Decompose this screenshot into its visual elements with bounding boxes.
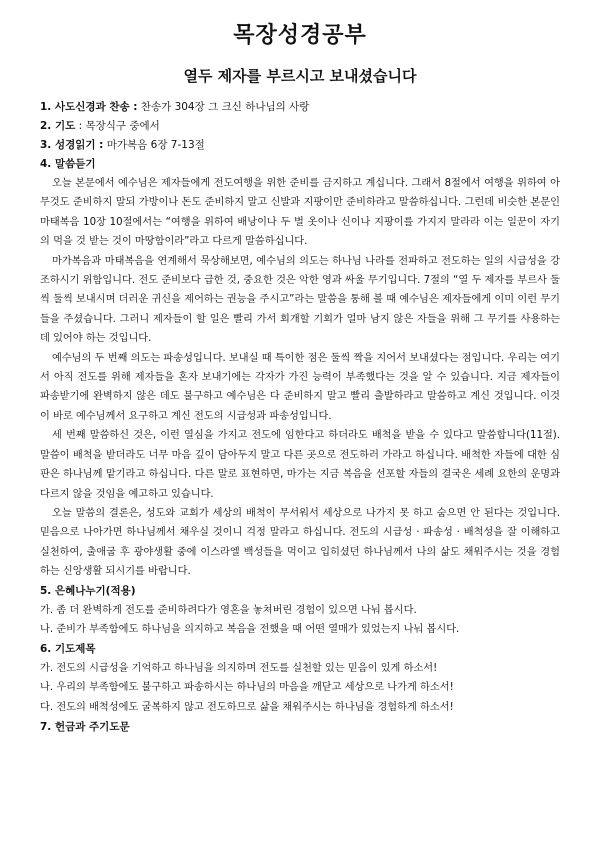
document-page: [40, 18, 560, 737]
message-paragraph: 오늘 본문에서 예수님은 제자들에게 전도여행을 위한 준비를 금지하고 계십니다. 그래서 8절에서 여행을 위하여 아무것도 준비하지 말되 가방이나 돈도 준비하지 말고 신발과 지팡이만 준비하라고 말씀하십니다. 그런데 비슷한 본문인 마태복음 10장 10절에서는 “여행을 위하여 배낭이나 두 벌 옷이나 신이나 지팡이를 가지지 말라라 이는 일꾼이 자기의 먹을 것 받는 것이 마땅함이라”라고 다르게 말씀하십니다.: [40, 178, 560, 248]
sharing-heading: 5. 은혜나누기(적용): [40, 584, 136, 597]
offering-heading: 7. 헌금과 주기도문: [40, 720, 130, 733]
document-subtitle: 열두 제자를 부르시고 보내셨습니다: [183, 67, 417, 85]
hymn-value: 찬송가 304장 그 크신 하나님의 사랑: [137, 101, 310, 113]
reading-label: 3. 성경읽기 :: [40, 139, 104, 151]
prayer-item: [40, 117, 560, 136]
hymn-item: [40, 98, 560, 117]
message-heading: 4. 말씀듣기: [40, 158, 96, 170]
hymn-label: 1. 사도신경과 찬송 :: [40, 101, 138, 113]
message-paragraph: 예수님의 두 번째 의도는 파송성입니다. 보내실 때 특이한 점은 둘씩 짝을 지어서 보내셨다는 점입니다. 우리는 여기서 아직 전도를 위해 제자들을 혼자 보내기에는 각자가 가진 능력이 부족했다는 것을 알 수 있습니다. 지금 제자들이 파송받기에 완벽하지 않은 데도 불구하고 예수님은 다 준비하지 말고 빨리 출발하라고 말씀하고 계신 것입니다. 이것이 바로 예수님께서 요구하고 계신 전도의 시급성과 파송성입니다.: [40, 352, 560, 422]
prayer-topic-line: 다. 전도의 배척성에도 굴복하지 않고 전도하므로 삶을 채워주시는 하나님을 경험하게 하소서!: [40, 701, 454, 713]
prayer-label: 2. 기도: [40, 120, 76, 132]
reading-item: [40, 136, 560, 155]
sharing-line: 가. 좀 더 완벽하게 전도를 준비하려다가 영혼을 놓쳐버린 경험이 있으면 나눠 봅시다.: [40, 604, 417, 616]
message-paragraph: 마가복음과 마태복음을 연계해서 묵상해보면, 예수님의 의도는 하나님 나라를 전파하고 전도하는 일의 시급성을 강조하시기 위함입니다. 전도 준비보다 급한 것, 중요한 것은 악한 영과 싸울 무기입니다. 7절의 “열 두 제자를 부르사 둘씩 둘씩 보내시며 더러운 귀신을 제어하는 권능을 주시고”라는 말씀을 통해 볼 때 예수님은 제자들에게 이미 이런 무기들을 주셨습니다. 그러니 제자들이 할 일은 빨리 가서 회개할 기회가 얼마 남지 않은 자들을 위해 그 무기를 사용하는 데 있어야 하는 것입니다.: [40, 255, 560, 345]
reading-value: 마가복음 6장 7-13절: [103, 139, 205, 151]
prayer-value: : 목장식구 중에서: [75, 120, 160, 132]
message-paragraph: 오늘 말씀의 결론은, 성도와 교회가 세상의 배척이 무서워서 세상으로 나가지 못 하고 숨으면 안 된다는 것입니다. 믿음으로 나아가면 하나님께서 채우실 것이니 걱정 말라고 하십니다. 전도의 시급성 · 파송성 · 배척성을 잘 이해하고 실천하여, 출애굽 후 광야생활 중에 이스라엘 백성들을 먹이고 입히셨던 하나님께서 나의 삶도 채워주시는 것을 경험하는 신앙생활 되시기를 바랍니다.: [40, 507, 560, 578]
prayer-topic-line: 가. 전도의 시급성을 기억하고 하나님을 의지하며 전도를 실천할 있는 믿음이 있게 하소서!: [40, 662, 438, 674]
prayer-topic-line: 나. 우리의 부족함에도 불구하고 파송하시는 하나님의 마음을 깨닫고 세상으로 나가게 하소서!: [40, 682, 454, 694]
sharing-line: 나. 준비가 부족함에도 하나님을 의지하고 복음을 전했을 때 어떤 열매가 있었는지 나눠 봅시다.: [40, 624, 460, 636]
prayer-topics-heading: 6. 기도제목: [40, 642, 96, 655]
message-paragraph: 세 번째 말씀하신 것은, 이런 열심을 가지고 전도에 임한다고 하더라도 배척을 받을 수 있다고 말씀합니다(11절). 말씀이 배척을 받더라도 너무 마음 깊이 담아두지 말고 다른 곳으로 전도하러 가라고 하십니다. 배척한 자들에 대한 심판은 하나님께 맡기라고 하십니다. 다른 말로 표현하면, 마가는 지금 복음을 선포할 자들의 결국은 세례 요한의 운명과 다르지 않을 것임을 예고하고 있습니다.: [40, 430, 560, 500]
document-title: 목장성경공부: [233, 23, 367, 48]
